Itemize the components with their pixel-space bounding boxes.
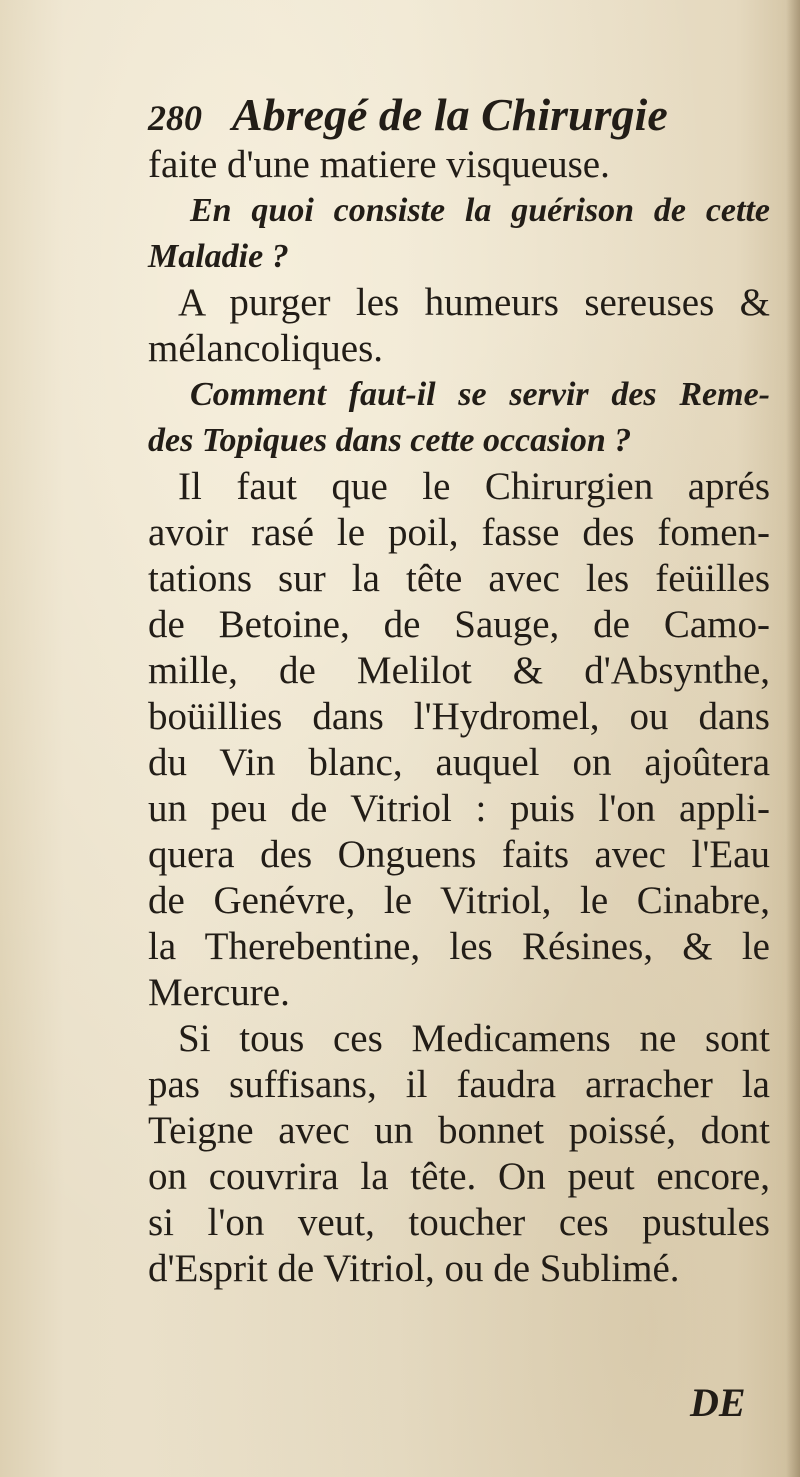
text-line: quera des Onguens faits avec l'Eau — [148, 833, 770, 876]
text-line: un peu de Vitriol : puis l'on appli- — [148, 787, 770, 830]
running-header — [148, 90, 770, 140]
question-line: En quoi consiste la guérison de cette — [190, 192, 770, 229]
question-line: Comment faut-il se servir des Reme- — [190, 376, 770, 413]
text-line: faite d'une matiere visqueuse. — [148, 143, 610, 186]
catchword: DE — [690, 1380, 746, 1425]
text-line: on couvrira la tête. On peut encore, — [148, 1155, 770, 1198]
text-line: tations sur la tête avec les feüilles — [148, 557, 770, 600]
text-block — [148, 90, 770, 1292]
text-line: boüillies dans l'Hydromel, ou dans — [148, 695, 770, 738]
text-line: d'Esprit de Vitriol, ou de Sublimé. — [148, 1247, 680, 1290]
text-line: Mercure. — [148, 971, 290, 1014]
page-number: 280 — [148, 98, 202, 138]
text-line: Si tous ces Medicamens ne sont — [178, 1017, 770, 1060]
text-line: de Betoine, de Sauge, de Camo- — [148, 603, 770, 646]
text-line: Il faut que le Chirurgien aprés — [178, 465, 770, 508]
question-line: des Topiques dans cette occasion ? — [148, 422, 632, 459]
running-title: Abregé de la Chirurgie — [232, 89, 668, 140]
page-edge-shadow — [786, 0, 800, 1477]
text-line: du Vin blanc, auquel on ajoûtera — [148, 741, 770, 784]
text-line: pas suffisans, il faudra arracher la — [148, 1063, 770, 1106]
body-text — [148, 142, 770, 1292]
question-line: Maladie ? — [148, 238, 289, 275]
text-line: avoir rasé le poil, fasse des fomen- — [148, 511, 770, 554]
text-line: si l'on veut, toucher ces pustules — [148, 1201, 770, 1244]
text-line: mille, de Melilot & d'Absynthe, — [148, 649, 770, 692]
text-line: la Therebentine, les Résines, & le — [148, 925, 770, 968]
text-line: mélancoliques. — [148, 327, 384, 370]
text-line: A purger les humeurs sereuses & — [178, 281, 770, 324]
text-line: de Genévre, le Vitriol, le Cinabre, — [148, 879, 770, 922]
text-line: Teigne avec un bonnet poissé, dont — [148, 1109, 770, 1152]
